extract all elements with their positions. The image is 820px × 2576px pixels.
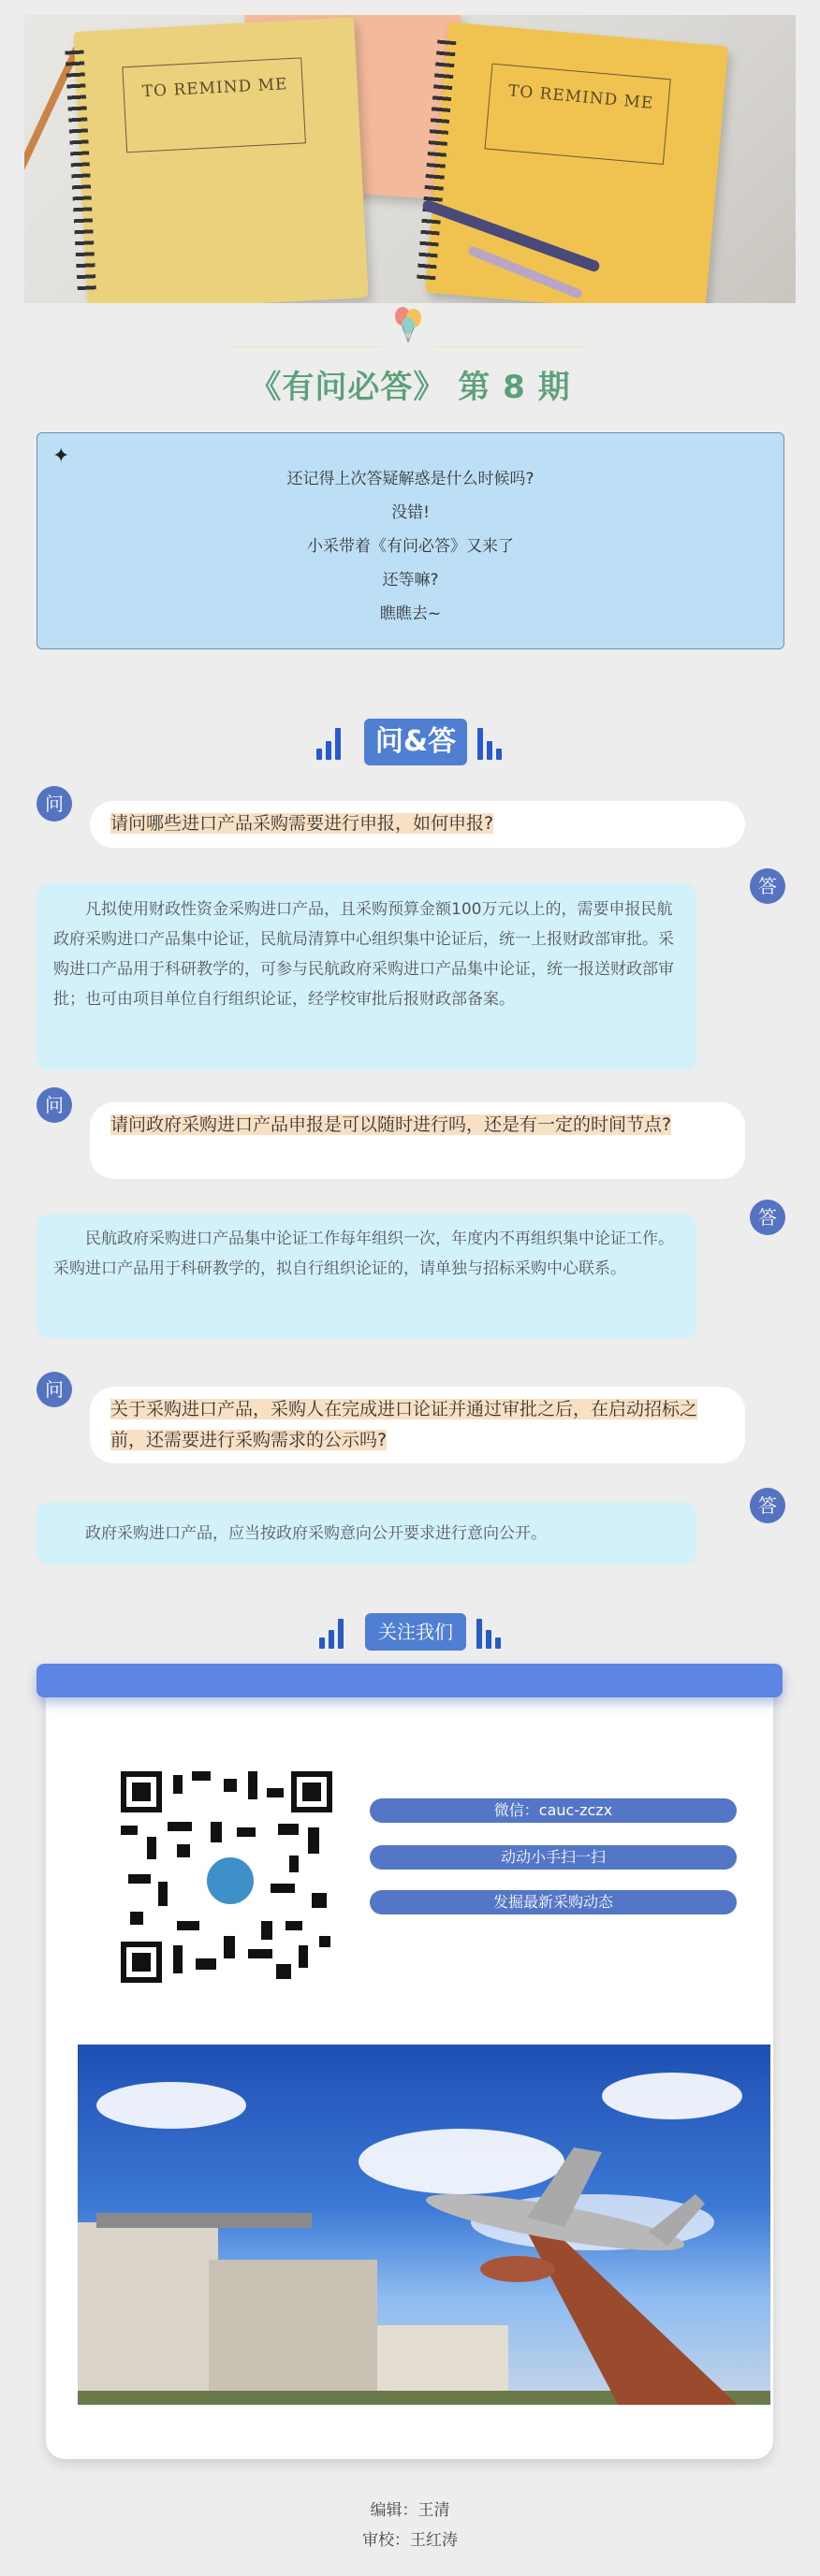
university-logo-icon xyxy=(203,1854,257,1908)
intro-line: 没错! xyxy=(391,503,430,522)
signal-bars-icon xyxy=(476,1617,514,1649)
follow-section-heading xyxy=(24,1611,796,1664)
answer-icon: 答 xyxy=(750,1488,785,1523)
title-divider-right xyxy=(436,346,586,347)
wechat-id-pill: 微信：cauc-zczx xyxy=(370,1798,737,1823)
signal-bars-icon xyxy=(477,728,515,760)
editor-credit: 编辑：王清 xyxy=(370,2501,450,2520)
follow-card-body xyxy=(46,1682,773,2459)
answer-text: 凡拟使用财政性资金采购进口产品，且采购预算金额100万元以上的，需要申报民航政府采购进口产品集中论证，民航局清算中心组织集中论证后，统一上报财政部审批。采购进口产品用于科研教学的，可参与民航政府采购进口产品集中论证，统一报送财政部审批；也可由项目单位自行组织论证，经学校审批后报财政部备案。 xyxy=(53,900,674,1009)
reviewer-credit: 审校：王红涛 xyxy=(362,2531,458,2550)
question-text: 请问政府采购进口产品申报是可以随时进行吗，还是有一定的时间节点? xyxy=(110,1114,672,1135)
title-divider-left xyxy=(230,346,380,347)
notebook-title-right: TO REMIND ME xyxy=(507,81,655,113)
intro-line: 还记得上次答疑解惑是什么时候吗? xyxy=(286,470,534,488)
question-bubble xyxy=(90,1387,745,1463)
intro-line: 小采带着《有问必答》又来了 xyxy=(307,537,514,556)
follow-card xyxy=(37,1664,783,2459)
question-icon: 问 xyxy=(37,1372,72,1407)
intro-box xyxy=(37,432,784,649)
question-bubble xyxy=(90,801,745,848)
hero-notebooks-photo xyxy=(24,15,796,303)
notebook-yellow-left xyxy=(73,17,368,303)
intro-line: 瞧瞧去~ xyxy=(379,604,442,623)
intro-line: 还等嘛? xyxy=(382,571,439,589)
question-text: 请问哪些进口产品采购需要进行申报，如何申报? xyxy=(110,813,494,834)
building xyxy=(78,2222,218,2405)
sparkle-icon: ✦ xyxy=(52,444,70,468)
signal-bars-icon xyxy=(316,728,354,760)
signal-bars-icon xyxy=(319,1617,357,1649)
answer-text: 政府采购进口产品，应当按政府采购意向公开要求进行意向公开。 xyxy=(85,1524,547,1543)
qa-heading-label: 问&答 xyxy=(364,719,467,765)
notebook-title: TO REMIND ME xyxy=(141,75,288,102)
question-icon: 问 xyxy=(37,1087,72,1123)
answer-bubble xyxy=(37,1215,696,1338)
scan-hint-pill: 动动小手扫一扫 xyxy=(370,1845,737,1870)
page-title: 《有问必答》 第 8 期 xyxy=(249,369,571,406)
article-page xyxy=(24,0,796,2576)
question-bubble xyxy=(90,1102,745,1179)
answer-bubble xyxy=(37,883,696,1070)
answer-icon: 答 xyxy=(750,868,785,904)
news-hint-pill: 发掘最新采购动态 xyxy=(370,1890,737,1914)
answer-icon: 答 xyxy=(750,1200,785,1235)
answer-bubble xyxy=(37,1503,696,1565)
question-text: 关于采购进口产品，采购人在完成进口论证并通过审批之后，在启动招标之前，还需要进行采购需求的公示吗? xyxy=(110,1399,698,1450)
answer-text: 民航政府采购进口产品集中论证工作每年组织一次，年度内不再组织集中论证工作。采购进口产品用于科研教学的，拟自行组织论证的，请单独与招标采购中心联系。 xyxy=(53,1230,674,1278)
campus-photo xyxy=(78,2045,770,2405)
wechat-qr-code[interactable] xyxy=(121,1771,332,1983)
qa-section-heading xyxy=(24,719,796,771)
question-icon: 问 xyxy=(37,786,72,822)
follow-heading-label: 关注我们 xyxy=(365,1613,466,1651)
balloon-icon xyxy=(389,305,427,346)
airplane-sculpture xyxy=(415,2129,752,2405)
follow-card-header-bar xyxy=(37,1664,783,1697)
